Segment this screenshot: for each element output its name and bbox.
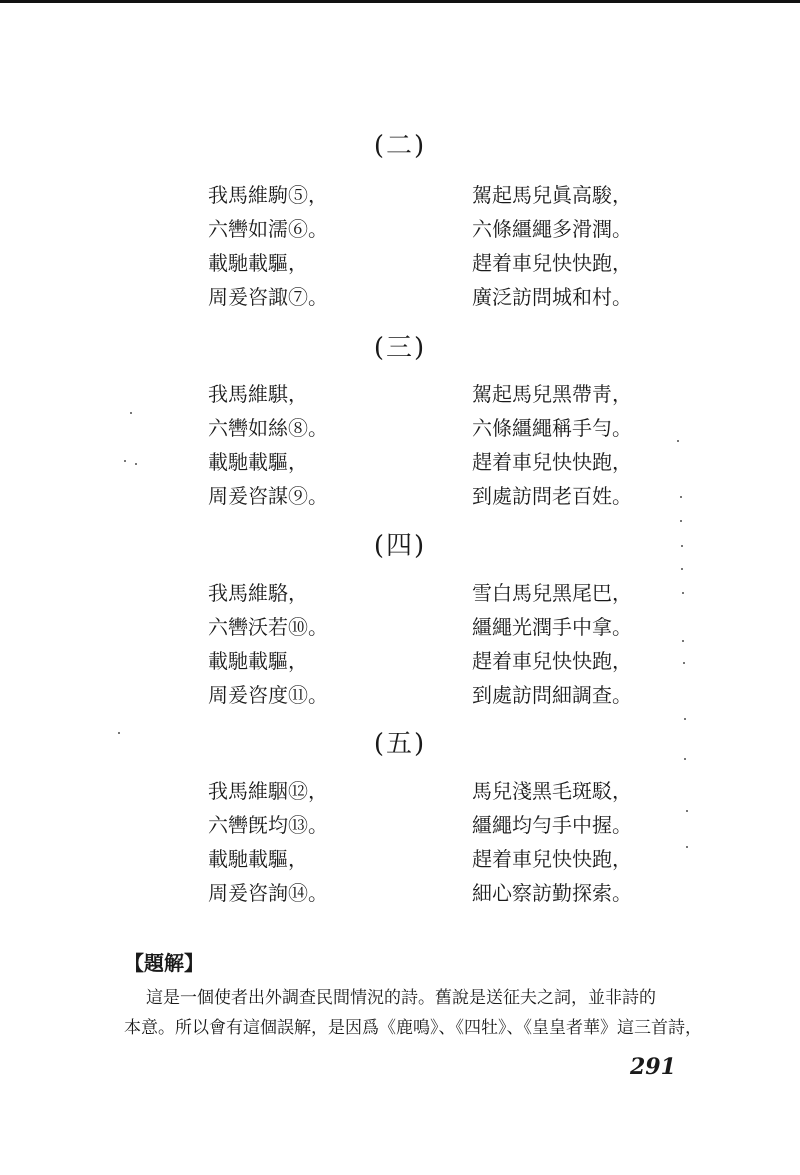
verse-translation: 趕着車兒快快跑，	[472, 251, 632, 275]
verse-translation: 駕起馬兒黑帶靑，	[472, 382, 632, 406]
scan-speck	[684, 758, 686, 760]
verse-original: 載馳載驅，	[208, 649, 308, 673]
verse-translation: 馬兒淺黑毛斑駁，	[472, 779, 632, 803]
verse-original: 周爰咨謀⑨。	[208, 484, 328, 508]
verse-original: 六轡旣均⑬。	[208, 813, 328, 837]
verse-translation: 趕着車兒快快跑，	[472, 450, 632, 474]
verse-original: 六轡如絲⑧。	[208, 416, 328, 440]
verse-translation: 雪白馬兒黑尾巴，	[472, 581, 632, 605]
verse-original: 載馳載驅，	[208, 450, 308, 474]
scan-speck	[680, 496, 682, 498]
scan-speck	[677, 440, 679, 442]
scan-speck	[681, 568, 683, 570]
verse-original: 周爰咨度⑪。	[208, 683, 328, 707]
verse-original: 載馳載驅，	[208, 847, 308, 871]
scan-speck	[681, 545, 683, 547]
scan-speck	[682, 640, 684, 642]
scan-speck	[684, 718, 686, 720]
verse-translation: 六條繮繩稱手勻。	[472, 416, 632, 440]
scan-speck	[130, 412, 132, 414]
section-title-3: (三)	[373, 333, 427, 363]
scan-speck	[135, 463, 137, 465]
verse-translation: 繮繩均勻手中握。	[472, 813, 632, 837]
verse-original: 周爰咨諏⑦。	[208, 285, 328, 309]
annotation-heading: 【題解】	[124, 951, 204, 975]
verse-translation: 六條繮繩多滑潤。	[472, 217, 632, 241]
scan-speck	[118, 732, 120, 734]
verse-original: 六轡如濡⑥。	[208, 217, 328, 241]
page-number: 291	[630, 1054, 676, 1080]
verse-translation: 到處訪問細調查。	[472, 683, 632, 707]
section-title-5: (五)	[373, 729, 427, 759]
scan-speck	[124, 460, 126, 462]
verse-original: 載馳載驅，	[208, 251, 308, 275]
verse-original: 我馬維騏，	[208, 382, 308, 406]
verse-original: 周爰咨詢⑭。	[208, 881, 328, 905]
annotation-paragraph-line: 這是一個使者出外調查民間情況的詩。舊說是送征夫之詞，並非詩的	[146, 988, 656, 1008]
verse-translation: 趕着車兒快快跑，	[472, 649, 632, 673]
section-title-2: (二)	[373, 131, 427, 161]
verse-original: 我馬維駰⑫，	[208, 779, 328, 803]
section-title-4: (四)	[373, 531, 427, 561]
verse-original: 我馬維駱，	[208, 581, 308, 605]
verse-translation: 繮繩光潤手中拿。	[472, 615, 632, 639]
top-border	[0, 0, 800, 3]
scan-speck	[682, 592, 684, 594]
scan-speck	[686, 810, 688, 812]
verse-original: 我馬維駒⑤，	[208, 183, 328, 207]
annotation-paragraph-line: 本意。所以會有這個誤解，是因爲《鹿鳴》、《四牡》、《皇皇者華》這三首詩，	[124, 1018, 702, 1038]
verse-translation: 到處訪問老百姓。	[472, 484, 632, 508]
verse-translation: 廣泛訪問城和村。	[472, 285, 632, 309]
verse-translation: 駕起馬兒眞高駿，	[472, 183, 632, 207]
verse-original: 六轡沃若⑩。	[208, 615, 328, 639]
scan-speck	[683, 662, 685, 664]
verse-translation: 趕着車兒快快跑，	[472, 847, 632, 871]
scan-speck	[686, 846, 688, 848]
verse-translation: 細心察訪勤探索。	[472, 881, 632, 905]
scan-speck	[680, 520, 682, 522]
